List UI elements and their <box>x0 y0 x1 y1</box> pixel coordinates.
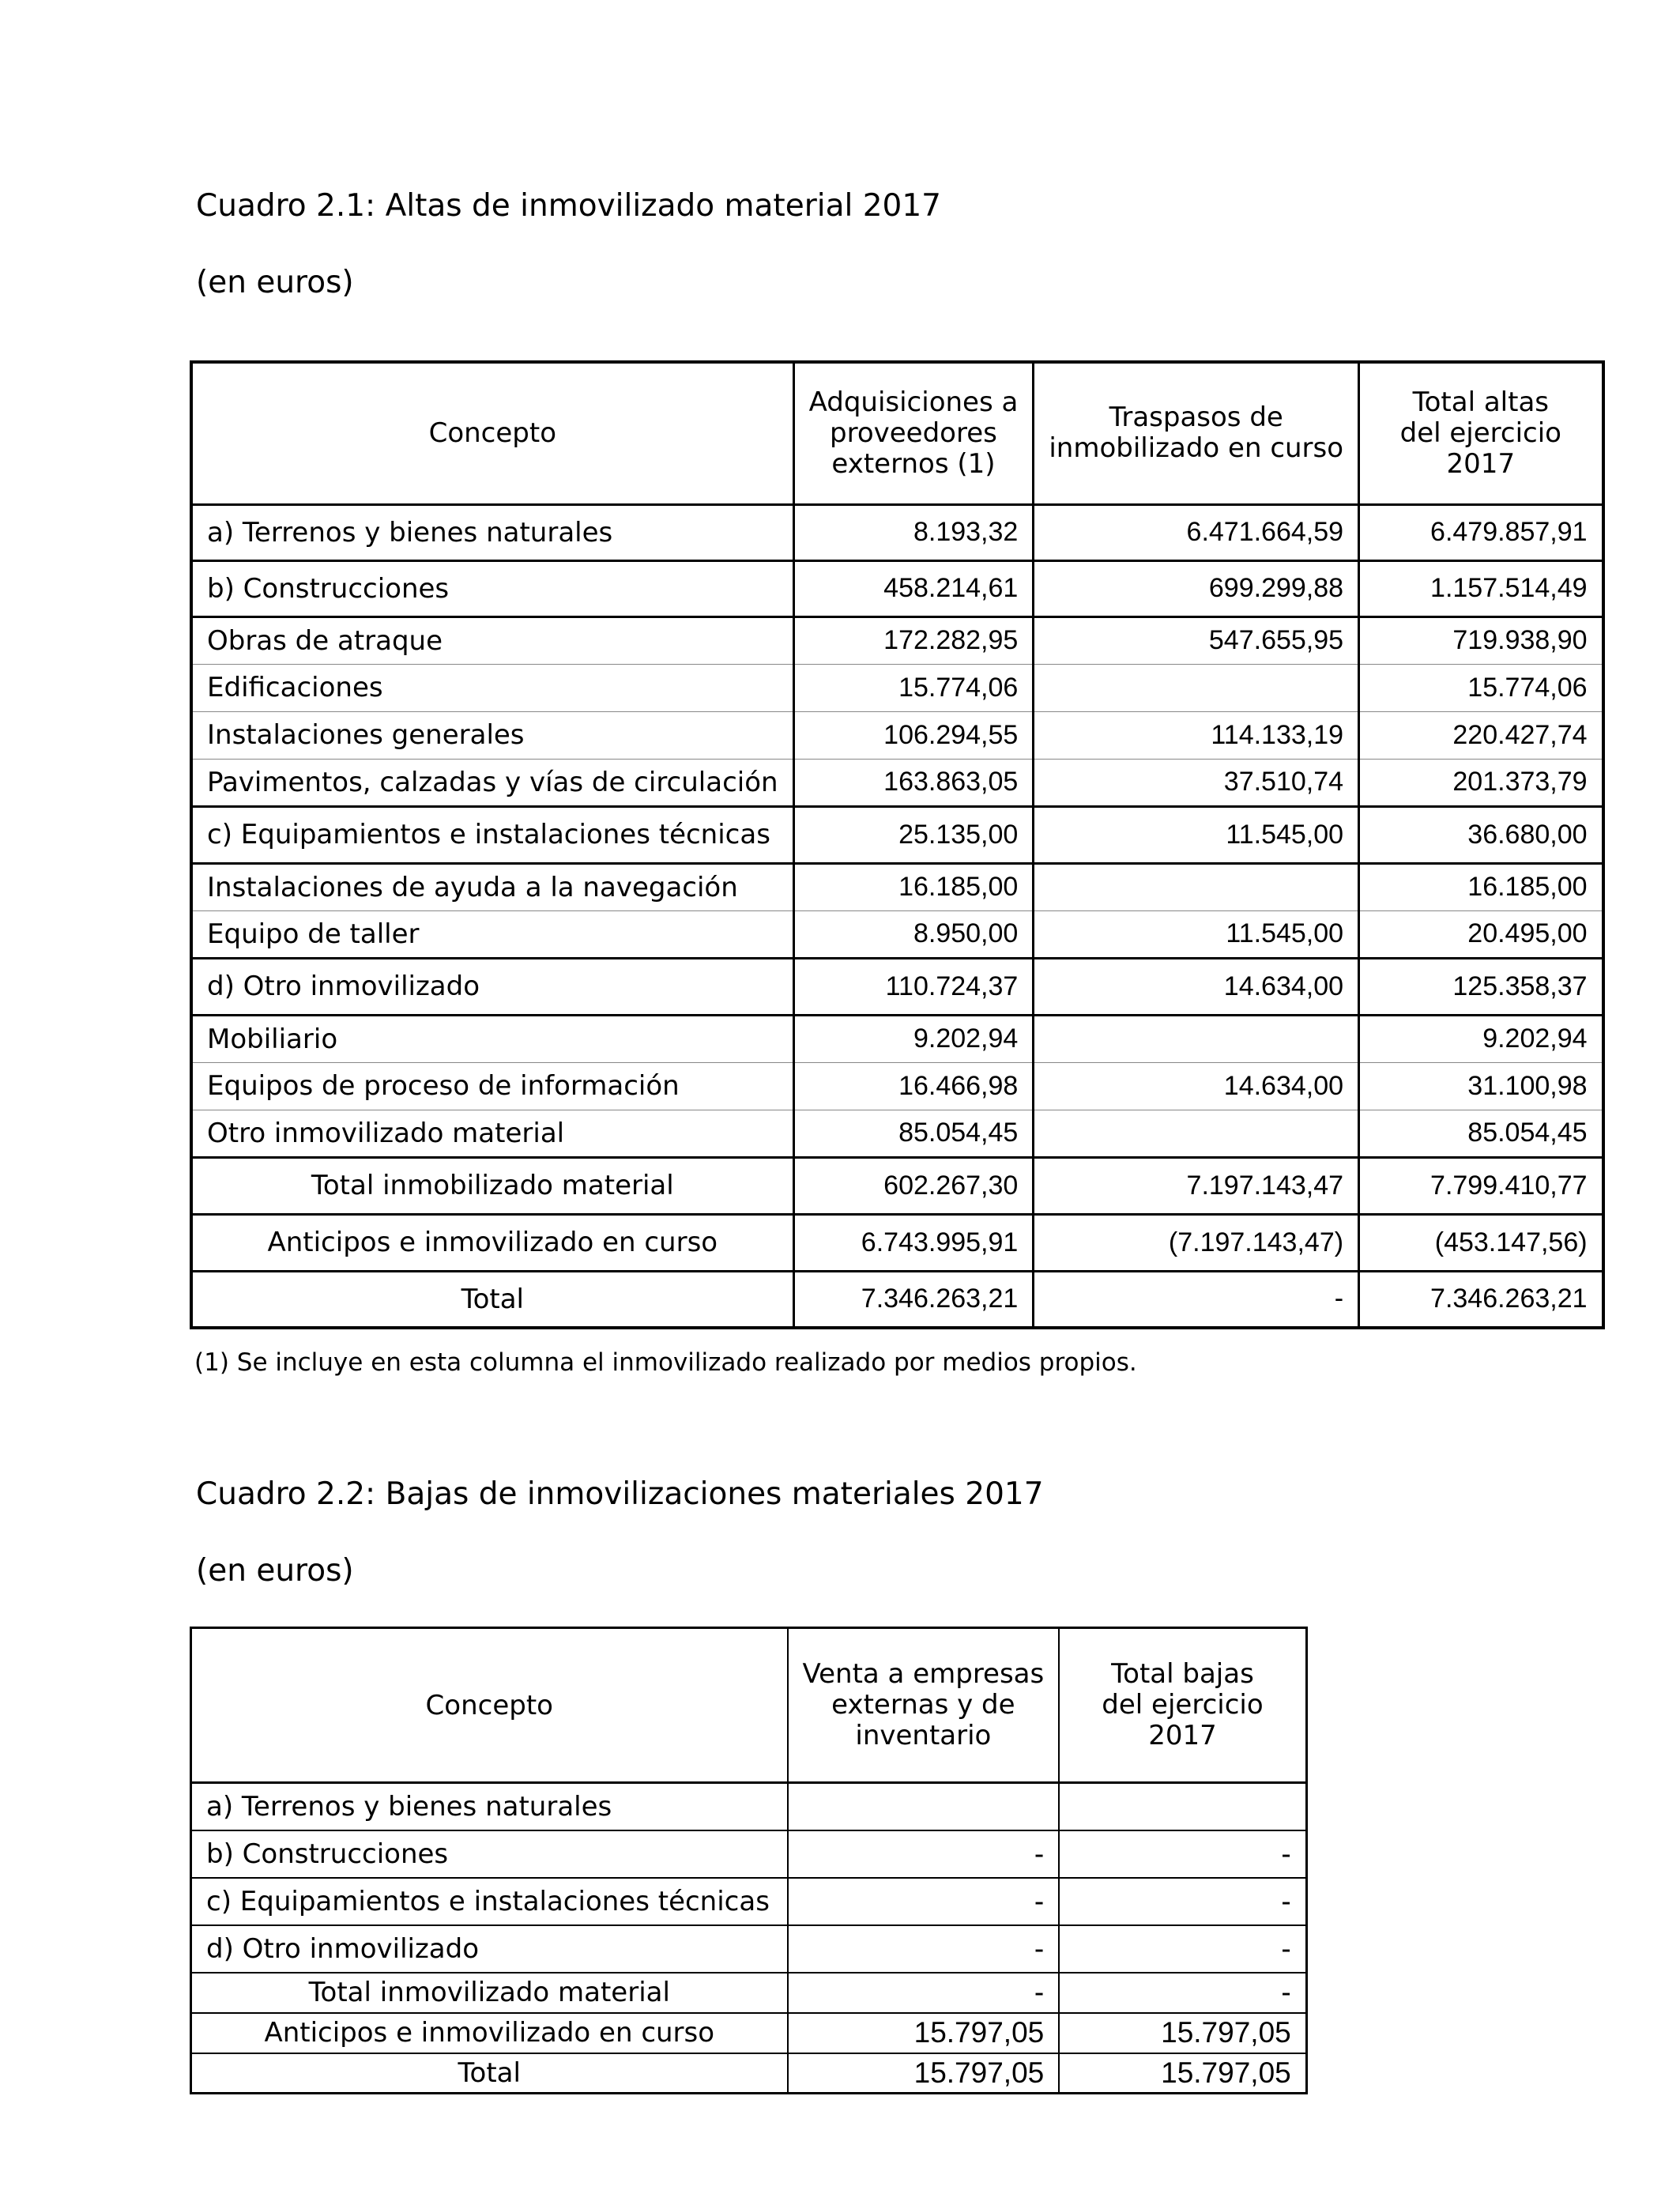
cell-adquisiciones: 602.267,30 <box>793 1157 1034 1214</box>
table-header-row <box>191 362 1603 504</box>
cell-total: 16.185,00 <box>1359 863 1603 910</box>
cell-total: 1.157.514,49 <box>1359 560 1603 616</box>
cell-traspasos: - <box>1034 1271 1359 1328</box>
table-row <box>191 1973 1307 2013</box>
cell-adquisiciones: 15.774,06 <box>793 664 1034 711</box>
header-traspasos: Traspasos de inmobilizado en curso <box>1034 362 1359 504</box>
cell-adquisiciones: 110.724,37 <box>793 958 1034 1015</box>
table-header-row <box>191 1628 1307 1783</box>
cell-total: - <box>1059 1973 1306 2013</box>
bajas-table <box>190 1627 1308 2094</box>
cell-total: (453.147,56) <box>1359 1214 1603 1271</box>
row-label: a) Terrenos y bienes naturales <box>191 1783 788 1830</box>
row-label: Anticipos e inmovilizado en curso <box>191 1214 793 1271</box>
table-row <box>191 711 1603 759</box>
cell-total: 15.797,05 <box>1059 2053 1306 2094</box>
row-label: c) Equipamientos e instalaciones técnicas <box>191 806 793 863</box>
cell-venta: - <box>788 1973 1060 2013</box>
cell-venta: - <box>788 1878 1060 1925</box>
table-row <box>191 863 1603 910</box>
row-label: a) Terrenos y bienes naturales <box>191 504 793 560</box>
cell-traspasos: 547.655,95 <box>1034 616 1359 664</box>
header-venta: Venta a empresas externas y de inventario <box>788 1628 1060 1783</box>
cell-total: - <box>1059 1830 1306 1878</box>
table-row <box>191 759 1603 806</box>
header-total-bajas: Total bajas del ejercicio 2017 <box>1059 1628 1306 1783</box>
cell-traspasos: 114.133,19 <box>1034 711 1359 759</box>
cell-total <box>1059 1783 1306 1830</box>
row-label: Otro inmovilizado material <box>191 1110 793 1157</box>
cell-adquisiciones: 458.214,61 <box>793 560 1034 616</box>
cell-total: 36.680,00 <box>1359 806 1603 863</box>
cell-total: 201.373,79 <box>1359 759 1603 806</box>
table-row <box>191 1925 1307 1973</box>
cell-total: 7.799.410,77 <box>1359 1157 1603 1214</box>
cell-venta: 15.797,05 <box>788 2053 1060 2094</box>
row-label: Obras de atraque <box>191 616 793 664</box>
cell-total: 20.495,00 <box>1359 910 1603 958</box>
table-row <box>191 1110 1603 1157</box>
cell-traspasos: 14.634,00 <box>1034 1062 1359 1110</box>
header-concepto: Concepto <box>191 362 793 504</box>
row-label: Pavimentos, calzadas y vías de circulación <box>191 759 793 806</box>
cell-total: 15.797,05 <box>1059 2013 1306 2053</box>
cell-total: - <box>1059 1878 1306 1925</box>
cell-adquisiciones: 25.135,00 <box>793 806 1034 863</box>
cell-traspasos <box>1034 1110 1359 1157</box>
table-row <box>191 1783 1307 1830</box>
table-row <box>191 1157 1603 1214</box>
header-concepto: Concepto <box>191 1628 788 1783</box>
table-row <box>191 910 1603 958</box>
cell-adquisiciones: 106.294,55 <box>793 711 1034 759</box>
cell-traspasos: (7.197.143,47) <box>1034 1214 1359 1271</box>
cell-total: - <box>1059 1925 1306 1973</box>
table-row <box>191 504 1603 560</box>
row-label: Equipos de proceso de información <box>191 1062 793 1110</box>
cell-total: 6.479.857,91 <box>1359 504 1603 560</box>
row-label: b) Construcciones <box>191 560 793 616</box>
cell-traspasos: 699.299,88 <box>1034 560 1359 616</box>
header-total-altas: Total altas del ejercicio 2017 <box>1359 362 1603 504</box>
table-row <box>191 1271 1603 1328</box>
cell-adquisiciones: 9.202,94 <box>793 1015 1034 1062</box>
cell-adquisiciones: 172.282,95 <box>793 616 1034 664</box>
table-row <box>191 1062 1603 1110</box>
cell-total: 719.938,90 <box>1359 616 1603 664</box>
table-row <box>191 1214 1603 1271</box>
table1-title: Cuadro 2.1: Altas de inmovilizado material 2017 <box>196 188 941 224</box>
cell-traspasos: 37.510,74 <box>1034 759 1359 806</box>
table2-title: Cuadro 2.2: Bajas de inmovilizaciones materiales 2017 <box>196 1476 1044 1512</box>
row-label: Anticipos e inmovilizado en curso <box>191 2013 788 2053</box>
row-label: d) Otro inmovilizado <box>191 1925 788 1973</box>
cell-total: 220.427,74 <box>1359 711 1603 759</box>
table-row <box>191 664 1603 711</box>
table-row <box>191 1015 1603 1062</box>
cell-total: 7.346.263,21 <box>1359 1271 1603 1328</box>
altas-table <box>190 360 1605 1329</box>
table1-units: (en euros) <box>196 265 354 300</box>
row-label: d) Otro inmovilizado <box>191 958 793 1015</box>
cell-venta: - <box>788 1925 1060 1973</box>
row-label: Total <box>191 2053 788 2094</box>
cell-traspasos: 6.471.664,59 <box>1034 504 1359 560</box>
row-label: Total inmobilizado material <box>191 1157 793 1214</box>
table-row <box>191 958 1603 1015</box>
row-label: b) Construcciones <box>191 1830 788 1878</box>
row-label: Total <box>191 1271 793 1328</box>
cell-adquisiciones: 16.185,00 <box>793 863 1034 910</box>
cell-traspasos <box>1034 664 1359 711</box>
cell-venta <box>788 1783 1060 1830</box>
cell-total: 125.358,37 <box>1359 958 1603 1015</box>
cell-traspasos: 11.545,00 <box>1034 910 1359 958</box>
row-label: Mobiliario <box>191 1015 793 1062</box>
cell-total: 15.774,06 <box>1359 664 1603 711</box>
row-label: Instalaciones de ayuda a la navegación <box>191 863 793 910</box>
cell-traspasos: 7.197.143,47 <box>1034 1157 1359 1214</box>
cell-adquisiciones: 85.054,45 <box>793 1110 1034 1157</box>
table-row <box>191 1830 1307 1878</box>
row-label: Total inmovilizado material <box>191 1973 788 2013</box>
table-row <box>191 2053 1307 2094</box>
cell-adquisiciones: 8.950,00 <box>793 910 1034 958</box>
row-label: Equipo de taller <box>191 910 793 958</box>
table2-units: (en euros) <box>196 1553 354 1589</box>
cell-adquisiciones: 163.863,05 <box>793 759 1034 806</box>
cell-total: 85.054,45 <box>1359 1110 1603 1157</box>
table-row <box>191 616 1603 664</box>
cell-adquisiciones: 8.193,32 <box>793 504 1034 560</box>
row-label: Instalaciones generales <box>191 711 793 759</box>
cell-total: 9.202,94 <box>1359 1015 1603 1062</box>
table-row <box>191 1878 1307 1925</box>
cell-total: 31.100,98 <box>1359 1062 1603 1110</box>
row-label: Edificaciones <box>191 664 793 711</box>
cell-traspasos: 14.634,00 <box>1034 958 1359 1015</box>
cell-adquisiciones: 6.743.995,91 <box>793 1214 1034 1271</box>
cell-traspasos: 11.545,00 <box>1034 806 1359 863</box>
cell-venta: 15.797,05 <box>788 2013 1060 2053</box>
header-adquisiciones: Adquisiciones a proveedores externos (1) <box>793 362 1034 504</box>
cell-traspasos <box>1034 863 1359 910</box>
cell-venta: - <box>788 1830 1060 1878</box>
table-row <box>191 806 1603 863</box>
cell-traspasos <box>1034 1015 1359 1062</box>
table-row <box>191 2013 1307 2053</box>
cell-adquisiciones: 7.346.263,21 <box>793 1271 1034 1328</box>
table-row <box>191 560 1603 616</box>
table1-footnote: (1) Se incluye en esta columna el inmovilizado realizado por medios propios. <box>194 1348 1137 1377</box>
cell-adquisiciones: 16.466,98 <box>793 1062 1034 1110</box>
row-label: c) Equipamientos e instalaciones técnicas <box>191 1878 788 1925</box>
